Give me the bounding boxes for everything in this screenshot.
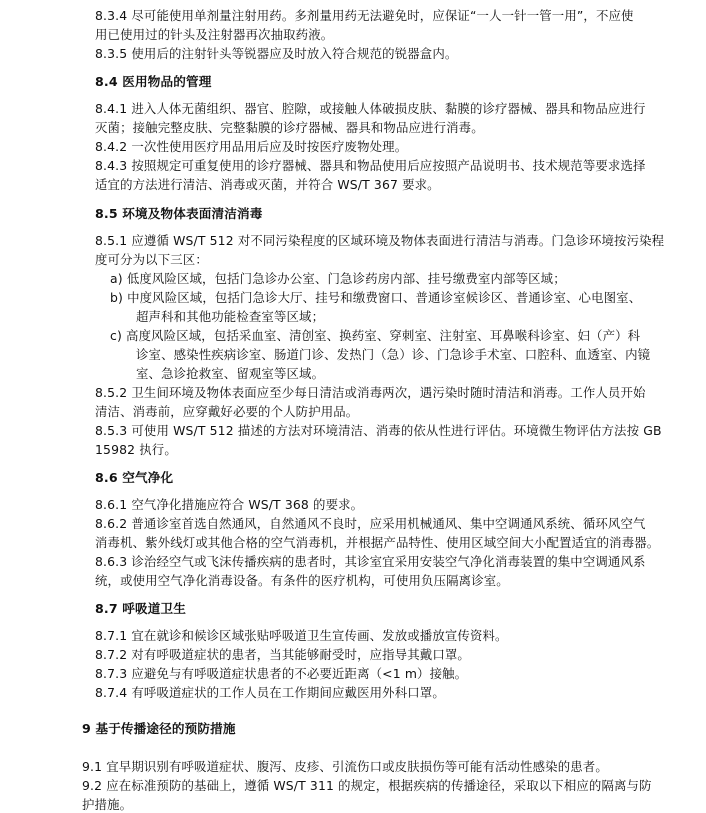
text-line: 8.6.2 普通诊室首选自然通风，自然通风不良时，应采用机械通风、集中空调通风系统、循环风空气 bbox=[95, 516, 646, 531]
text-line: 清洁、消毒前，应穿戴好必要的个人防护用品。 bbox=[95, 404, 359, 419]
text-line: 15982 执行。 bbox=[95, 442, 177, 457]
text-line: 8.3.5 使用后的注射针头等锐器应及时放入符合规范的锐器盒内。 bbox=[95, 46, 458, 61]
text-line: 8.7.2 对有呼吸道症状的患者，当其能够耐受时，应指导其戴口罩。 bbox=[95, 647, 470, 662]
section-heading: 9 基于传播途径的预防措施 bbox=[82, 721, 236, 736]
text-line: 8.4.2 一次性使用医疗用品用后应及时按医疗废物处理。 bbox=[95, 139, 408, 154]
section-heading: 8.6 空气净化 bbox=[95, 470, 174, 485]
text-line: 灭菌；接触完整皮肤、完整黏膜的诊疗器械、器具和物品应进行消毒。 bbox=[95, 120, 484, 135]
text-line: 8.5.2 卫生间环境及物体表面应至少每日清洁或消毒两次，遇污染时随时清洁和消毒。工作人员开始 bbox=[95, 385, 646, 400]
text-line: c) 高度风险区域，包括采血室、清创室、换药室、穿刺室、注射室、耳鼻喉科诊室、妇（产）科 bbox=[110, 328, 641, 343]
text-line: 护措施。 bbox=[82, 797, 133, 812]
text-line: 8.4.3 按照规定可重复使用的诊疗器械、器具和物品使用后应按照产品说明书、技术规范等要求选择 bbox=[95, 158, 646, 173]
text-line: b) 中度风险区域，包括门急诊大厅、挂号和缴费窗口、普通诊室候诊区、普通诊室、心电图室、 bbox=[110, 290, 642, 305]
text-line: 适宜的方法进行清洁、消毒或灭菌，并符合 WS/T 367 要求。 bbox=[95, 177, 440, 192]
text-line: 超声科和其他功能检查室等区域； bbox=[136, 309, 325, 324]
text-line: 统，或使用空气净化消毒设备。有条件的医疗机构，可使用负压隔离诊室。 bbox=[95, 573, 509, 588]
text-line: 8.4.1 进入人体无菌组织、器官、腔隙，或接触人体破损皮肤、黏膜的诊疗器械、器具和物品应进行 bbox=[95, 101, 646, 116]
section-heading: 8.5 环境及物体表面清洁消毒 bbox=[95, 206, 263, 221]
text-line: 9.2 应在标准预防的基础上，遵循 WS/T 311 的规定，根据疾病的传播途径，采取以下相应的隔离与防 bbox=[82, 778, 652, 793]
text-line: 8.5.1 应遵循 WS/T 512 对不同污染程度的区域环境及物体表面进行清洁与消毒。门急诊环境按污染程 bbox=[95, 233, 665, 248]
text-line: 9.1 宜早期识别有呼吸道症状、腹泻、皮疹、引流伤口或皮肤损伤等可能有活动性感染的患者。 bbox=[82, 759, 608, 774]
text-line: 8.6.3 诊治经空气或飞沫传播疾病的患者时，其诊室宜采用安装空气净化消毒装置的集中空调通风系 bbox=[95, 554, 646, 569]
text-line: 8.7.3 应避免与有呼吸道症状患者的不必要近距离（<1 m）接触。 bbox=[95, 666, 468, 681]
section-heading: 8.7 呼吸道卫生 bbox=[95, 601, 187, 616]
text-line: 8.5.3 可使用 WS/T 512 描述的方法对环境清洁、消毒的依从性进行评估。环境微生物评估方法按 GB bbox=[95, 423, 662, 438]
text-line: 消毒机、紫外线灯或其他合格的空气消毒机，并根据产品特性、使用区域空间大小配置适宜的消毒器。 bbox=[95, 535, 660, 550]
text-line: 8.7.1 宜在就诊和候诊区域张贴呼吸道卫生宣传画、发放或播放宣传资料。 bbox=[95, 628, 508, 643]
text-line: 8.7.4 有呼吸道症状的工作人员在工作期间应戴医用外科口罩。 bbox=[95, 685, 445, 700]
text-line: 8.3.4 尽可能使用单剂量注射用药。多剂量用药无法避免时，应保证“一人一针一管一用”，不应使 bbox=[95, 8, 634, 23]
text-line: a) 低度风险区域，包括门急诊办公室、门急诊药房内部、挂号缴费室内部等区域； bbox=[110, 271, 566, 286]
text-line: 室、急诊抢救室、留观室等区域。 bbox=[136, 366, 325, 381]
text-line: 度可分为以下三区： bbox=[95, 252, 208, 267]
text-line: 用已使用过的针头及注射器再次抽取药液。 bbox=[95, 27, 334, 42]
text-line: 8.6.1 空气净化措施应符合 WS/T 368 的要求。 bbox=[95, 497, 364, 512]
text-line: 诊室、感染性疾病诊室、肠道门诊、发热门（急）诊、门急诊手术室、口腔科、血透室、内镜 bbox=[136, 347, 651, 362]
section-heading: 8.4 医用物品的管理 bbox=[95, 74, 212, 89]
